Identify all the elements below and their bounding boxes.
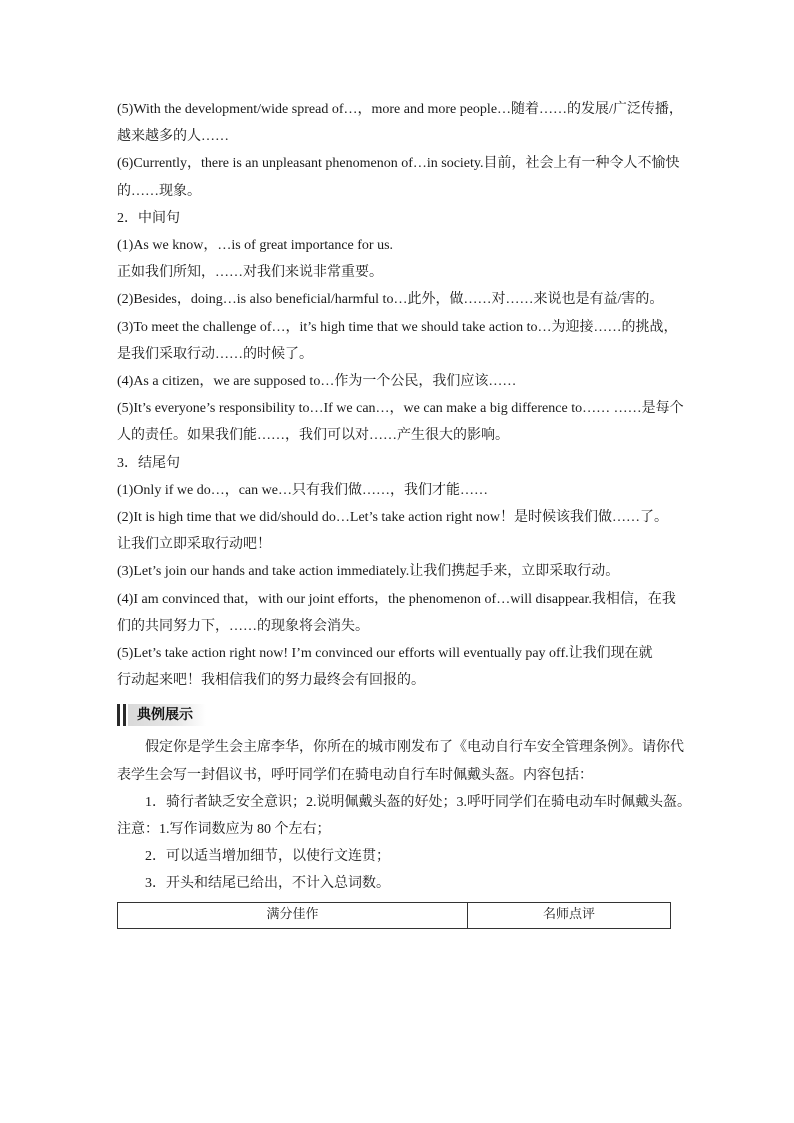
prompt-line: 表学生会写一封倡议书，呼吁同学们在骑电动自行车时佩戴头盔。内容包括： [117,767,593,783]
text-line: (5)Let’s take action right now! I’m convinced our efforts will eventually pay off.让我们现在就 [117,646,653,662]
table-header-teacher-comment: 名师点评 [542,905,595,921]
text-line: 让我们立即采取行动吧！ [117,537,271,553]
banner-title: 典例展示 [137,707,193,724]
text-line: (2)Besides，doing…is also beneficial/harmful to…此外，做……对……来说也是有益/害的。 [117,292,664,308]
text-line: (2)It is high time that we did/should do…Let’s take action right now！是时候该我们做……了。 [117,510,668,526]
text-line: (4)I am convinced that，with our joint efforts，the phenomenon of…will disappear.我相信，在我 [117,591,676,607]
text-line: 正如我们所知，……对我们来说非常重要。 [117,265,383,281]
requirement-item: 1．骑行者缺乏安全意识；2.说明佩戴头盔的好处；3.呼吁同学们在骑电动车时佩戴头盔。 [145,794,691,810]
text-line: (3)Let’s join our hands and take action immediately.让我们携起手来，立即采取行动。 [117,564,620,580]
banner-bar-icon [123,704,126,726]
text-line: 是我们采取行动……的时候了。 [117,346,313,362]
section-heading-ending: 3．结尾句 [117,455,180,471]
text-line: 行动起来吧！我相信我们的努力最终会有回报的。 [117,673,425,689]
text-line: (3)To meet the challenge of…，it’s high time that we should take action to…为迎接……的挑战， [117,319,678,335]
text-line: (4)As a citizen，we are supposed to…作为一个公民，我们应该…… [117,374,517,390]
text-line: (1)As we know，…is of great importance for us. [117,238,394,254]
content-area [117,96,691,929]
text-line: 的……现象。 [117,183,201,199]
table-header-model-essay: 满分佳作 [118,903,468,928]
note-line: 3．开头和结尾已给出，不计入总词数。 [145,876,390,892]
text-line: 越来越多的人…… [117,129,229,145]
note-line: 注意：1.写作词数应为 80 个左右； [117,822,331,838]
banner-bar-icon [117,704,120,726]
answer-table [117,902,671,929]
section-heading-middle: 2．中间句 [117,210,180,226]
prompt-line: 假定你是学生会主席李华，你所在的城市刚发布了《电动自行车安全管理条例》。请你代 [145,740,684,756]
note-line: 2．可以适当增加细节，以使行文连贯； [145,849,390,865]
text-line: 们的共同努力下，……的现象将会消失。 [117,618,369,634]
text-line: (5)It’s everyone’s responsibility to…If we can…，we can make a big difference to…… ……是每个 [117,401,684,417]
example-banner [117,702,207,728]
text-line: 人的责任。如果我们能……，我们可以对……产生很大的影响。 [117,428,509,444]
text-line: (5)With the development/wide spread of…，more and more people…随着……的发展/广泛传播， [117,102,683,117]
text-line: (6)Currently，there is an unpleasant phenomenon of…in society.目前，社会上有一种令人不愉快 [117,156,680,172]
text-line: (1)Only if we do…，can we…只有我们做……，我们才能…… [117,482,488,498]
